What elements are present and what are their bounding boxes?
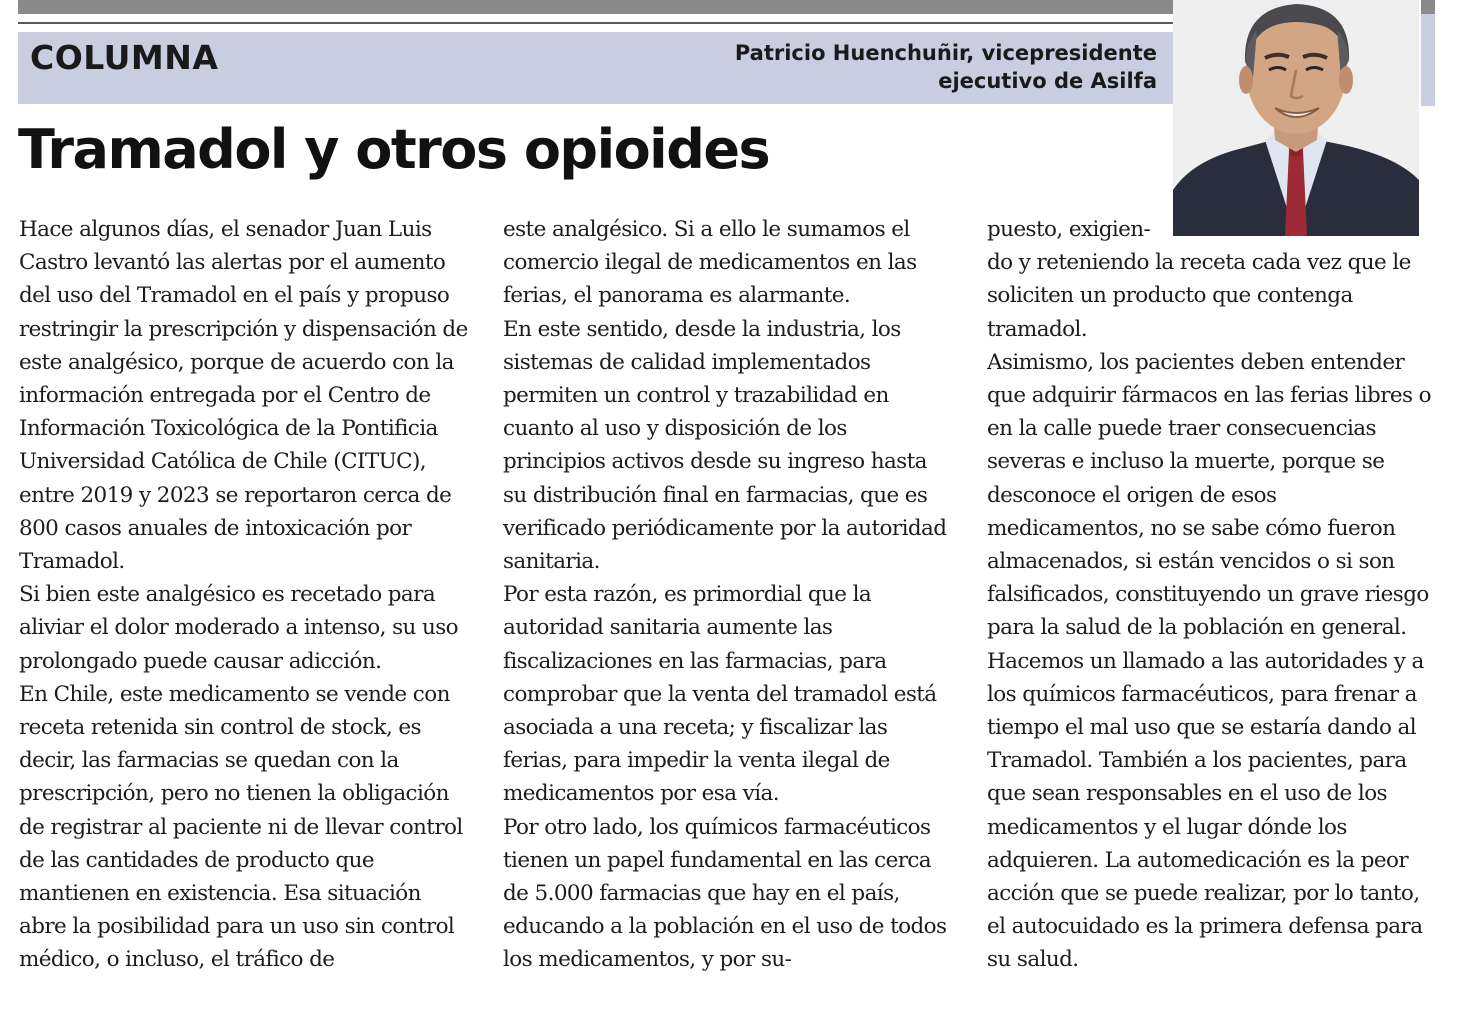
paragraph: En Chile, este medicamento se vende con receta retenida sin control de stock, es decir, las farmacias se quedan con la prescripción, pero no tienen la obligación de registrar al paciente ni de llevar control de las cantidades de producto que mantienen en existencia. Esa situación abre la posibilidad para un uso sin control médico, o incluso, el tráfico de (19, 681, 463, 973)
author-portrait (1173, 0, 1419, 236)
paragraph: Por otro lado, los químicos farmacéuticos tienen un papel fundamental en las cerca de 5.000 farmacias que hay en el país, educando a la población en el uso de todos los medicamentos, y por su- (503, 814, 947, 973)
column-header-band (18, 32, 1173, 104)
section-label: COLUMNA (30, 38, 219, 77)
author-line-2: ejecutivo de Asilfa (938, 69, 1157, 93)
article-title: Tramadol y otros opioides (18, 118, 770, 181)
article-column-1 (19, 213, 471, 973)
paragraph: este analgésico. Si a ello le sumamos el comercio ilegal de medicamentos en las ferias, el panorama es alarmante. (503, 217, 917, 309)
paragraph: Hacemos un llamado a las autoridades y a los químicos farmacéuticos, para frenar a tiempo el mal uso que se estaría dando al Tramadol. También a los pacientes, para que sean responsables en el uso de los medicamentos y el lugar dónde los adquieren. La automedicación es la peor acción que se puede realizar, por lo tanto, el autocuidado es la primera defensa para su salud. (987, 648, 1424, 973)
author-byline (637, 39, 1157, 95)
header-rule (18, 22, 1173, 24)
paragraph: Por esta razón, es primordial que la autoridad sanitaria aumente las fiscalizaciones en las farmacias, para comprobar que la venta del tramadol está asociada a una receta; y fiscalizar las ferias, para impedir la venta ilegal de medicamentos por esa vía. (503, 582, 937, 807)
paragraph: En este sentido, desde la industria, los sistemas de calidad implementados permiten un control y trazabilidad en cuanto al uso y disposición de los principios activos desde su ingreso hasta su distribución final en farmacias, que es verificado periódicamente por la autoridad sanitaria. (503, 316, 947, 575)
paragraph: do y reteniendo la receta cada vez que le soliciten un producto que contenga tramadol. (987, 250, 1411, 342)
top-rule-bar (18, 0, 1173, 14)
adjacent-column-edge (1421, 0, 1435, 106)
paragraph: Si bien este analgésico es recetado para aliviar el dolor moderado a intenso, su uso prolongado puede causar adicción. (19, 582, 459, 674)
portrait-illustration (1173, 0, 1419, 236)
paragraph: Hace algunos días, el senador Juan Luis Castro levantó las alertas por el aumento del uso del Tramadol en el país y propuso restringir la prescripción y dispensación de este analgésico, porque de acuerdo con la información entregada por el Centro de Información Toxicológica de la Pontificia Universidad Católica de Chile (CITUC), entre 2019 y 2023 se reportaron cerca de 800 casos anuales de intoxicación por Tramadol. (19, 217, 468, 575)
author-line-1: Patricio Huenchuñir, vicepresidente (734, 41, 1157, 65)
article-column-3 (987, 213, 1437, 973)
adjacent-top-rule (1421, 0, 1435, 14)
article-column-2 (503, 213, 955, 973)
paragraph-continuation: puesto, exigien- (987, 217, 1151, 242)
paragraph: Asimismo, los pacientes deben entender que adquirir fármacos en las ferias libres o en la calle puede traer consecuencias severas e incluso la muerte, porque se desconoce el origen de esos medicamentos, no se sabe cómo fueron almacenados, si están vencidos o si son falsificados, constituyendo un grave riesgo para la salud de la población en general. (987, 349, 1432, 641)
